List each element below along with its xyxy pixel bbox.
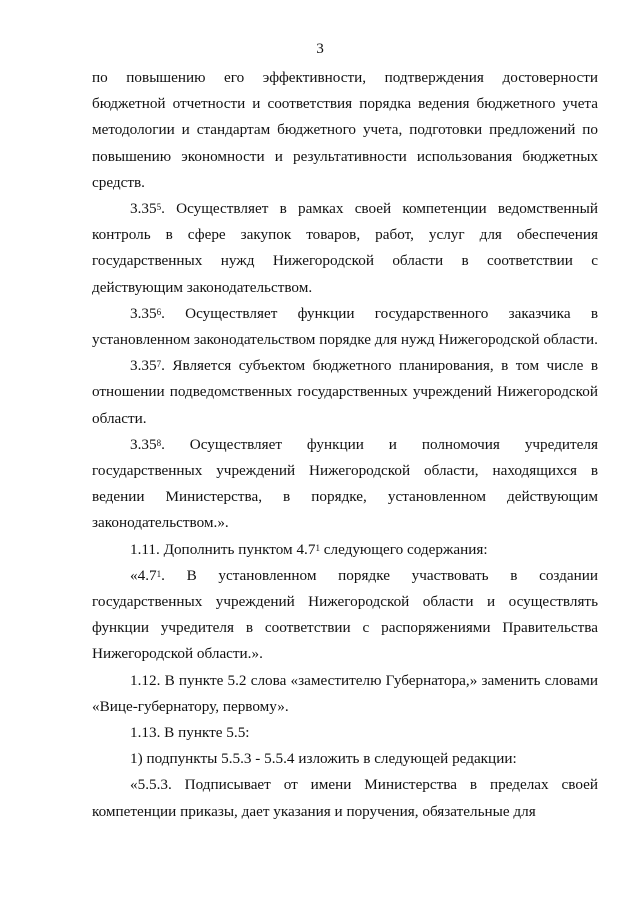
clause-superscript: 7 (156, 359, 162, 370)
clause-text: . Осуществляет в рамках своей компетенции ведомственный контроль в сфере закупок товаров, работ, услуг для обеспечения государственных нужд Нижегородской области в соответствии с действующим законодательством. (92, 200, 598, 296)
clause-number: 3.35 (130, 435, 157, 453)
clause-number: 3.35 (130, 357, 157, 375)
clause-number: 3.35 (130, 304, 157, 322)
paragraph-3-35-8 (92, 432, 598, 537)
paragraph-1-12: 1.12. В пункте 5.2 слова «заместителю Губернатора,» заменить словами «Вице-губернатору, первому». (92, 671, 598, 715)
paragraph-4-7-1 (92, 563, 598, 668)
clause-text-post: . В установленном порядке участвовать в создании государственных учреждений Нижегородской области и осуществлять функции учредителя в соответствии с распоряжениями Правительства Нижегородской области.». (92, 566, 598, 663)
paragraph-3-35-7 (92, 353, 598, 432)
clause-superscript: 5 (156, 202, 162, 213)
paragraph-budget-control-end: по повышению его эффективности, подтверждения достоверности бюджетной отчетности и соответствия порядка ведения бюджетного учета методологии и стандартам бюджетного учета, подготовки предложений по повышению экономности и результативности использования бюджетных средств. (92, 69, 598, 191)
clause-superscript: 8 (156, 437, 162, 448)
paragraph-5-5-3: «5.5.3. Подписывает от имени Министерства в пределах своей компетенции приказы, дает указания и поручения, обязательные для (92, 776, 598, 820)
paragraph-1-13: 1.13. В пункте 5.5: (130, 724, 250, 742)
page-number: 3 (316, 40, 324, 57)
clause-superscript: 1 (315, 542, 320, 553)
clause-text: . Является субъектом бюджетного планирования, в том числе в отношении подведомственных государственных учреждений Нижегородской области. (92, 357, 598, 427)
document-body (92, 65, 598, 825)
clause-superscript: 1 (156, 568, 162, 579)
clause-text-pre: 1.11. Дополнить пунктом 4.7 (130, 540, 316, 558)
paragraph-1-11 (92, 537, 598, 563)
paragraph-3-35-5 (92, 196, 598, 301)
clause-superscript: 6 (156, 306, 162, 317)
paragraph-subitem-1: 1) подпункты 5.5.3 - 5.5.4 изложить в следующей редакции: (130, 750, 517, 768)
clause-number: 3.35 (130, 200, 157, 218)
clause-text-post: следующего содержания: (319, 540, 488, 558)
clause-text: . Осуществляет функции и полномочия учредителя государственных учреждений Нижегородской области, находящихся в ведении Министерства, в порядке, установленном действующим законодательством.». (92, 435, 598, 532)
paragraph-3-35-6 (92, 301, 598, 353)
clause-text: . Осуществляет функции государственного заказчика в установленном законодательством порядке для нужд Нижегородской области. (92, 304, 598, 349)
clause-text-pre: «4.7 (130, 566, 157, 584)
